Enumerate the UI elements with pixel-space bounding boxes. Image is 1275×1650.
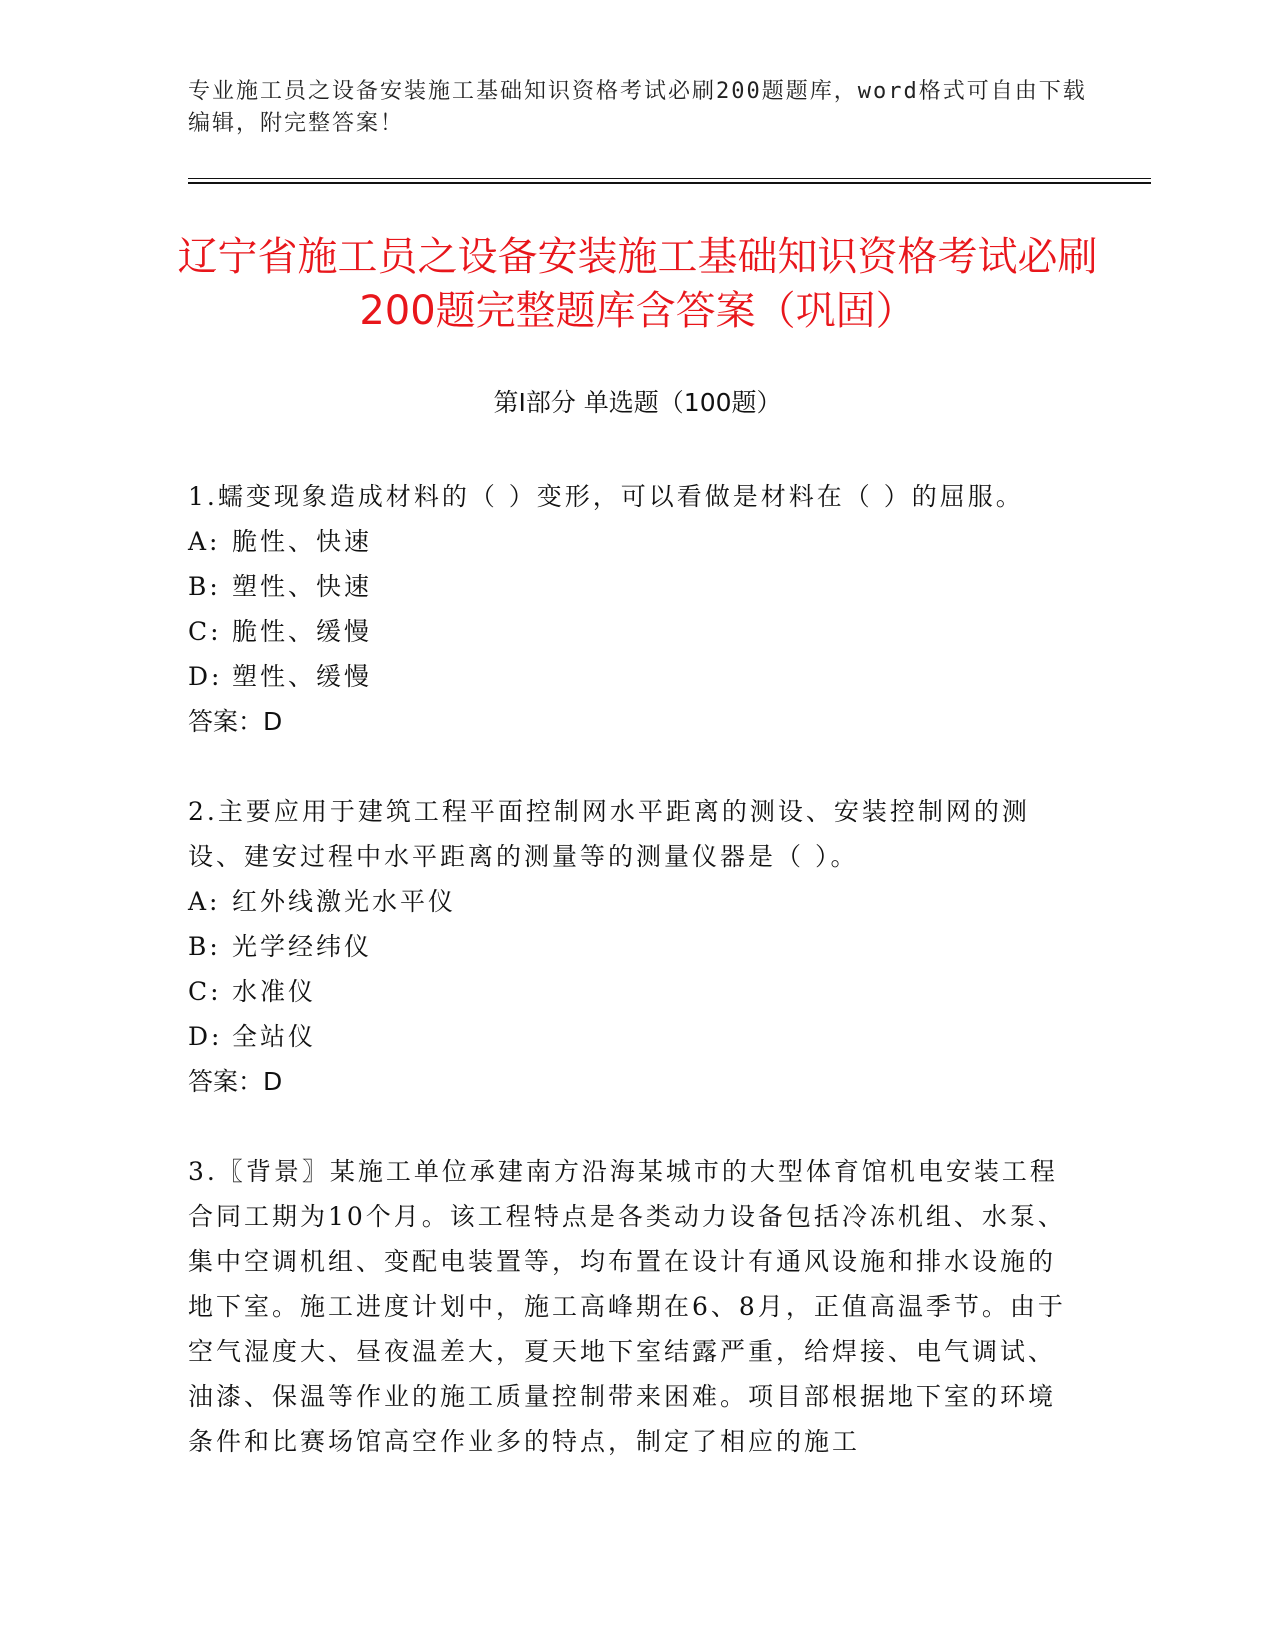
- page-header: 专业施工员之设备安装施工基础知识资格考试必刷200题题库，word格式可自由下载编辑，附完整答案！: [188, 79, 1087, 136]
- option-c: [188, 609, 1068, 654]
- question-text: 1.蠕变现象造成材料的（ ）变形，可以看做是材料在（ ）的屈服。: [188, 482, 1024, 511]
- option-a: [188, 519, 1068, 564]
- section-title: 第I部分 单选题（100题）: [493, 388, 782, 417]
- option-a: [188, 879, 1068, 924]
- option-text: 全站仪: [232, 1022, 317, 1051]
- question-text: 3.〖背景〗某施工单位承建南方沿海某城市的大型体育馆机电安装工程合同工期为10个月。该工程特点是各类动力设备包括冷冻机组、水泵、集中空调机组、变配电装置等，均布置在设计有通风设施和排水设施的地下室。施工进度计划中，施工高峰期在6、8月，正值高温季节。由于空气湿度大、昼夜温差大，夏天地下室结露严重，给焊接、电气调试、油漆、保温等作业的施工质量控制带来困难。项目部根据地下室的环境条件和比赛场馆高空作业多的特点，制定了相应的施工: [188, 1157, 1066, 1456]
- option-label: A:: [188, 527, 221, 556]
- question-1: [188, 474, 1068, 744]
- option-b: [188, 924, 1068, 969]
- option-text: 脆性、缓慢: [232, 617, 373, 646]
- document-title: 辽宁省施工员之设备安装施工基础知识资格考试必刷200题完整题库含答案（巩固）: [177, 234, 1098, 334]
- option-label: A:: [188, 887, 221, 916]
- question-text: 2.主要应用于建筑工程平面控制网水平距离的测设、安装控制网的测设、建安过程中水平距离的测量等的测量仪器是（ ）。: [188, 797, 1030, 871]
- option-text: 脆性、快速: [232, 527, 373, 556]
- option-label: C:: [188, 617, 222, 646]
- option-text: 塑性、快速: [232, 572, 373, 601]
- header-divider-thin: [188, 178, 1151, 179]
- option-label: D:: [188, 1022, 223, 1051]
- answer: 答案：D: [188, 707, 283, 736]
- option-label: B:: [188, 572, 221, 601]
- option-text: 红外线激光水平仪: [232, 887, 457, 916]
- option-label: D:: [188, 662, 223, 691]
- question-2: [188, 789, 1068, 1104]
- option-label: B:: [188, 932, 221, 961]
- option-text: 塑性、缓慢: [232, 662, 373, 691]
- option-d: [188, 654, 1068, 699]
- answer: 答案：D: [188, 1067, 283, 1096]
- question-3: [188, 1149, 1068, 1464]
- option-label: C:: [188, 977, 222, 1006]
- option-text: 光学经纬仪: [232, 932, 373, 961]
- option-b: [188, 564, 1068, 609]
- question-list: [188, 474, 1068, 1509]
- option-d: [188, 1014, 1068, 1059]
- header-divider-thick: [188, 182, 1151, 184]
- option-text: 水准仪: [232, 977, 317, 1006]
- option-c: [188, 969, 1068, 1014]
